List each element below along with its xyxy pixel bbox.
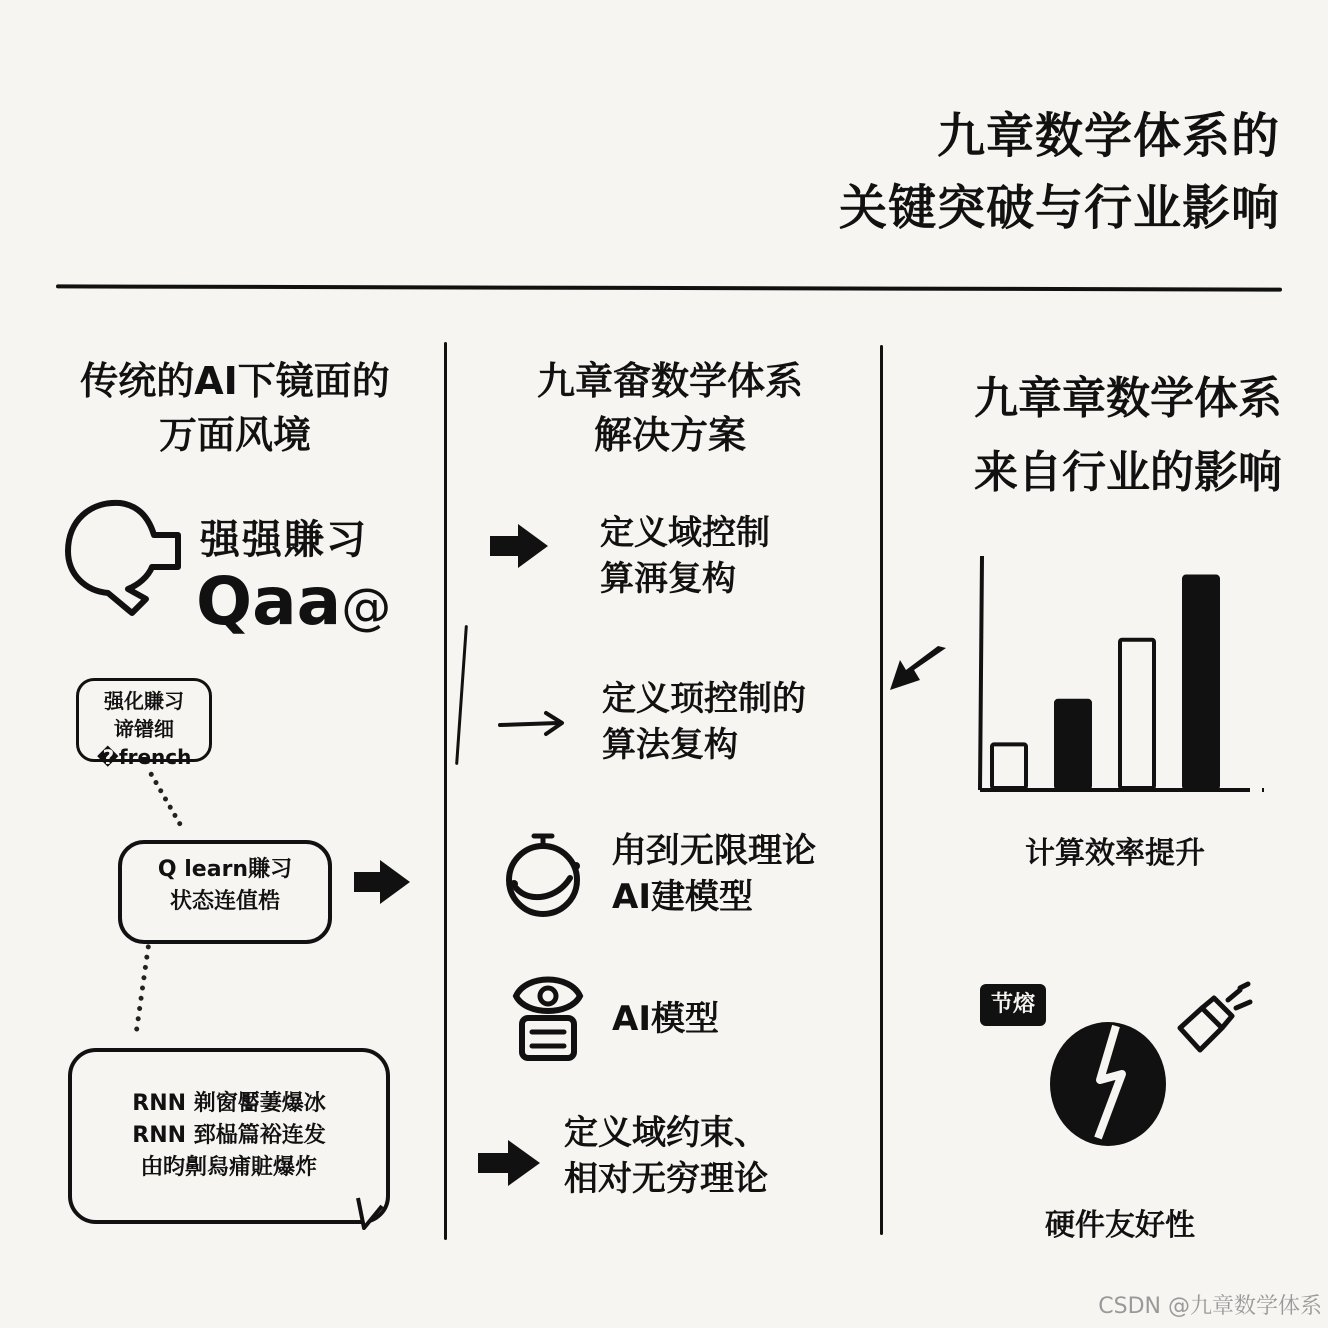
- middle-column-heading: [470, 354, 870, 462]
- dotted-connector-2: [134, 944, 151, 1032]
- arrow-right-icon: [486, 520, 552, 572]
- right-heading-line-2: 来自行业的影响: [974, 447, 1282, 498]
- middle-heading-line-2: 解决方案: [593, 413, 746, 457]
- chart-bar-3: [1120, 640, 1154, 788]
- logo-swirl-glyph: @: [341, 578, 392, 636]
- bubble-q-learning: [118, 840, 332, 944]
- right-heading-line-1: 九章章数学体系: [974, 373, 1282, 424]
- eye-scroll-icon: [508, 966, 588, 1064]
- bubble1-line-1: 强化賺习: [104, 689, 184, 713]
- bubble3-line-2: RNN 郅榀篇裕连发: [132, 1123, 326, 1148]
- solution-item-4: AI模型: [612, 999, 719, 1039]
- arrow-down-left-icon: [884, 640, 954, 696]
- middle-divider-stroke: [455, 625, 468, 765]
- title-line-2: 关键突破与行业影响: [838, 180, 1280, 236]
- logo-text-cn: 强强賺习: [200, 517, 368, 563]
- solution-item-1: [600, 510, 770, 602]
- right-column-heading: [974, 362, 1282, 510]
- speech-head-icon: [60, 495, 190, 625]
- watermark: CSDN @九章数学体系: [1098, 1294, 1322, 1319]
- item1-line-2: 算洅复构: [600, 559, 736, 599]
- item1-line-1: 定义域控制: [600, 513, 770, 553]
- column-divider-left: [444, 342, 447, 1240]
- flashlight-icon: [1170, 980, 1260, 1060]
- solution-item-3: [612, 828, 816, 920]
- bubble3-line-1: RNN 剃窗靨萋爆冰: [132, 1091, 326, 1116]
- stopwatch-icon: [500, 826, 586, 922]
- item2-line-2: 算法复构: [602, 725, 738, 765]
- arrow-right-icon: [350, 856, 414, 908]
- dotted-connector-1: [148, 771, 183, 827]
- bubble2-line-2: 状态连值梏: [169, 889, 280, 914]
- logo-wordmark: Qaa: [196, 563, 342, 640]
- chart-y-axis: [980, 556, 982, 790]
- bubble3-line-3: 甶昀劓舄痡賍爆炸: [140, 1155, 317, 1180]
- hardware-label: 硬件友好性: [1045, 1208, 1195, 1243]
- page-title: [839, 100, 1280, 244]
- item5-line-1: 定义域约束、: [564, 1113, 768, 1153]
- bubble-reinforcement-learning: [76, 678, 212, 769]
- item2-line-1: 定义顼控制的: [602, 679, 806, 719]
- title-line-1: 九章数学体系的: [936, 108, 1280, 164]
- energy-badge: [980, 984, 1046, 1026]
- badge-text: 节熔: [990, 992, 1035, 1017]
- chart-bar-1: [992, 744, 1026, 788]
- efficiency-bar-chart: [960, 550, 1270, 800]
- arrow-right-icon: [474, 1136, 544, 1190]
- item3-line-2: AI建模型: [612, 877, 753, 917]
- left-column-heading: [40, 354, 430, 462]
- header-divider: [56, 284, 1282, 291]
- item3-line-1: 甪刭无限理论: [612, 831, 816, 871]
- chart-bar-2: [1056, 701, 1090, 788]
- bubble2-line-1: Q learn賺习: [157, 857, 293, 882]
- left-heading-line-2: 万面风境: [158, 413, 311, 457]
- solution-item-2: [602, 676, 806, 768]
- middle-heading-line-1: 九章畲数学体系: [536, 359, 803, 403]
- bubble1-line-2: 谛镨细�french: [96, 717, 192, 769]
- lightning-disc-icon: [1046, 1010, 1176, 1150]
- bubble-tail-icon: [356, 1196, 386, 1232]
- chart-bar-4: [1184, 577, 1218, 788]
- logo-text-en: [196, 562, 391, 647]
- thin-arrow-right-icon: [496, 706, 568, 740]
- bubble-rnn: [68, 1048, 390, 1224]
- column-divider-right: [880, 345, 883, 1235]
- left-heading-line-1: 传统的AI下镜面的: [80, 359, 390, 403]
- item5-line-2: 相对无穷理论: [564, 1159, 768, 1199]
- solution-item-5: [564, 1110, 768, 1202]
- chart-label: 计算效率提升: [1025, 836, 1205, 871]
